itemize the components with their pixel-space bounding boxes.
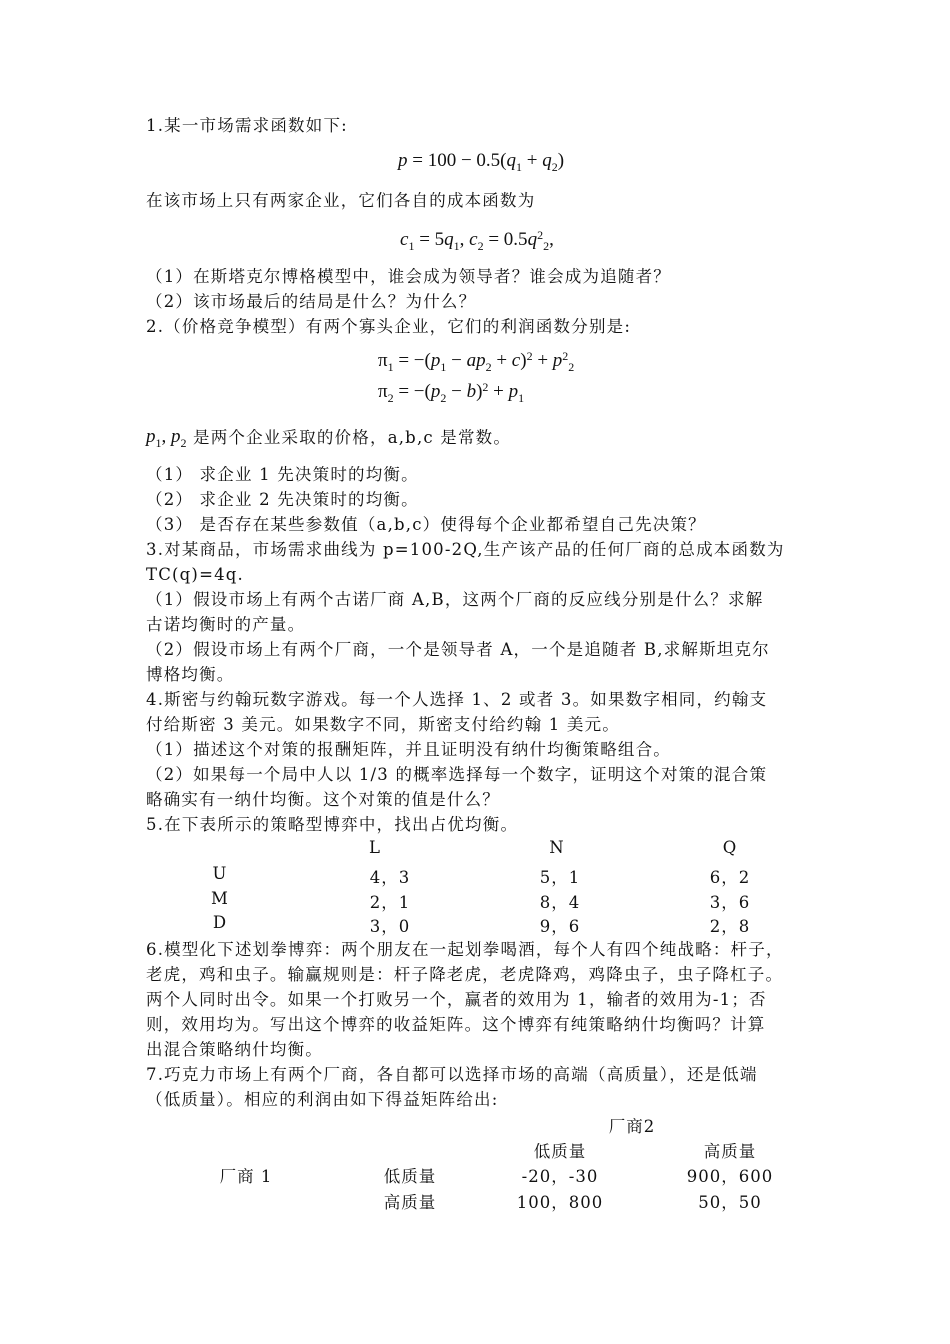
q2-part2: （2） 求企业 2 先决策时的均衡。 xyxy=(146,490,419,509)
q1-text1: 在该市场上只有两家企业，它们各自的成本函数为 xyxy=(146,191,536,210)
table5-cell: 5，1 xyxy=(539,868,581,887)
q7-line1: 7.巧克力市场上有两个厂商，各自都可以选择市场的高端（高质量），还是低端 xyxy=(146,1065,758,1084)
q7-line2: （低质量）。相应的利润由如下得益矩阵给出: xyxy=(146,1090,499,1109)
q6-line2: 老虎，鸡和虫子。输赢规则是：杆子降老虎，老虎降鸡，鸡降虫子，虫子降杠子。 xyxy=(146,965,784,984)
q6-line3: 两个人同时出令。如果一个打败另一个，赢者的效用为 1，输者的效用为-1；否 xyxy=(146,990,767,1009)
table7-row-player: 厂商 1 xyxy=(219,1167,273,1186)
table5-cell: 9，6 xyxy=(539,917,581,936)
table7-cell: -20，-30 xyxy=(521,1167,599,1186)
q4-line1: 4.斯密与约翰玩数字游戏。每一个人选择 1、2 或者 3。如果数字相同，约翰支 xyxy=(146,690,768,709)
table7-row-label: 低质量 xyxy=(383,1167,437,1186)
q2-text1: 是两个企业采取的价格，a,b,c 是常数。 xyxy=(193,428,512,447)
q3-line2: TC(q)=4q. xyxy=(146,565,244,584)
q5-line1: 5.在下表所示的策略型博弈中，找出占优均衡。 xyxy=(146,815,519,834)
q1-part2: （2）该市场最后的结局是什么？为什么？ xyxy=(146,292,477,311)
table7-col-player: 厂商2 xyxy=(608,1117,656,1136)
q6-line4: 则，效用均为。写出这个博弈的收益矩阵。这个博弈有纯策略纳什均衡吗？计算 xyxy=(146,1015,766,1034)
q6-line1: 6.模型化下述划拳博弈：两个朋友在一起划拳喝酒，每个人有四个纯战略：杆子， xyxy=(146,940,784,959)
q2-title: 2.（价格竞争模型）有两个寡头企业，它们的利润函数分别是: xyxy=(146,317,632,336)
profit-equation-2: $\pi_2 = -(p_2 - b)^2 + p_1$ xyxy=(378,380,525,405)
profit-equation-1: $\pi_1 = -(p_1 - ap_2 + c)^2 + p^2_2$ xyxy=(378,349,575,374)
q2-part3: （3） 是否存在某些参数值（a,b,c）使得每个企业都希望自己先决策？ xyxy=(146,515,706,534)
price-vars: $p_1$, $p_2$ xyxy=(146,426,187,450)
table5-row-label: D xyxy=(212,913,228,932)
table7-col-header: 高质量 xyxy=(703,1142,757,1161)
table5-cell: 6，2 xyxy=(709,868,751,887)
table5-cell: 3，6 xyxy=(709,893,751,912)
table7-row-label: 高质量 xyxy=(383,1193,437,1212)
cost-equation: $c_1 = 5q_1$, $c_2 = 0.5q^2_2$, xyxy=(400,228,554,253)
q3-line3: （1）假设市场上有两个古诺厂商 A,B，这两个厂商的反应线分别是什么？求解 xyxy=(146,590,764,609)
table7-cell: 100，800 xyxy=(516,1193,604,1212)
table7-col-header: 低质量 xyxy=(533,1142,587,1161)
table5-row-label: M xyxy=(211,889,229,908)
table5-cell: 2，8 xyxy=(709,917,751,936)
table5-row-label: U xyxy=(212,864,228,883)
q4-line4: （2）如果每一个局中人以 1/3 的概率选择每一个数字，证明这个对策的混合策 xyxy=(146,765,768,784)
q3-line1: 3.对某商品，市场需求曲线为 p=100-2Q,生产该产品的任何厂商的总成本函数为 xyxy=(146,540,785,559)
q4-line5: 略确实有一纳什均衡。这个对策的值是什么？ xyxy=(146,790,500,809)
q1-part1: （1）在斯塔克尔博格模型中，谁会成为领导者？谁会成为追随者？ xyxy=(146,267,671,286)
q2-part1: （1） 求企业 1 先决策时的均衡。 xyxy=(146,465,419,484)
table7-cell: 900，600 xyxy=(686,1167,774,1186)
q4-line2: 付给斯密 3 美元。如果数字不同，斯密支付给约翰 1 美元。 xyxy=(146,715,620,734)
table7-cell: 50，50 xyxy=(698,1193,762,1212)
table5-col-header: L xyxy=(369,838,381,857)
q6-line5: 出混合策略纳什均衡。 xyxy=(146,1040,323,1059)
table5-cell: 3，0 xyxy=(369,917,411,936)
q3-line4: 古诺均衡时的产量。 xyxy=(146,615,306,634)
table5-cell: 2，1 xyxy=(369,893,411,912)
q1-title: 1.某一市场需求函数如下: xyxy=(146,116,348,135)
q4-line3: （1）描述这个对策的报酬矩阵，并且证明没有纳什均衡策略组合。 xyxy=(146,740,671,759)
q3-line5: （2）假设市场上有两个厂商，一个是领导者 A，一个是追随者 B,求解斯坦克尔 xyxy=(146,640,770,659)
table5-col-header: Q xyxy=(722,838,738,857)
table5-cell: 8，4 xyxy=(539,893,581,912)
demand-equation: $p = 100 - 0.5(q_1 + q_2)$ xyxy=(398,150,565,174)
table5-col-header: N xyxy=(549,838,565,857)
table5-cell: 4，3 xyxy=(369,868,411,887)
q3-line6: 博格均衡。 xyxy=(146,665,235,684)
